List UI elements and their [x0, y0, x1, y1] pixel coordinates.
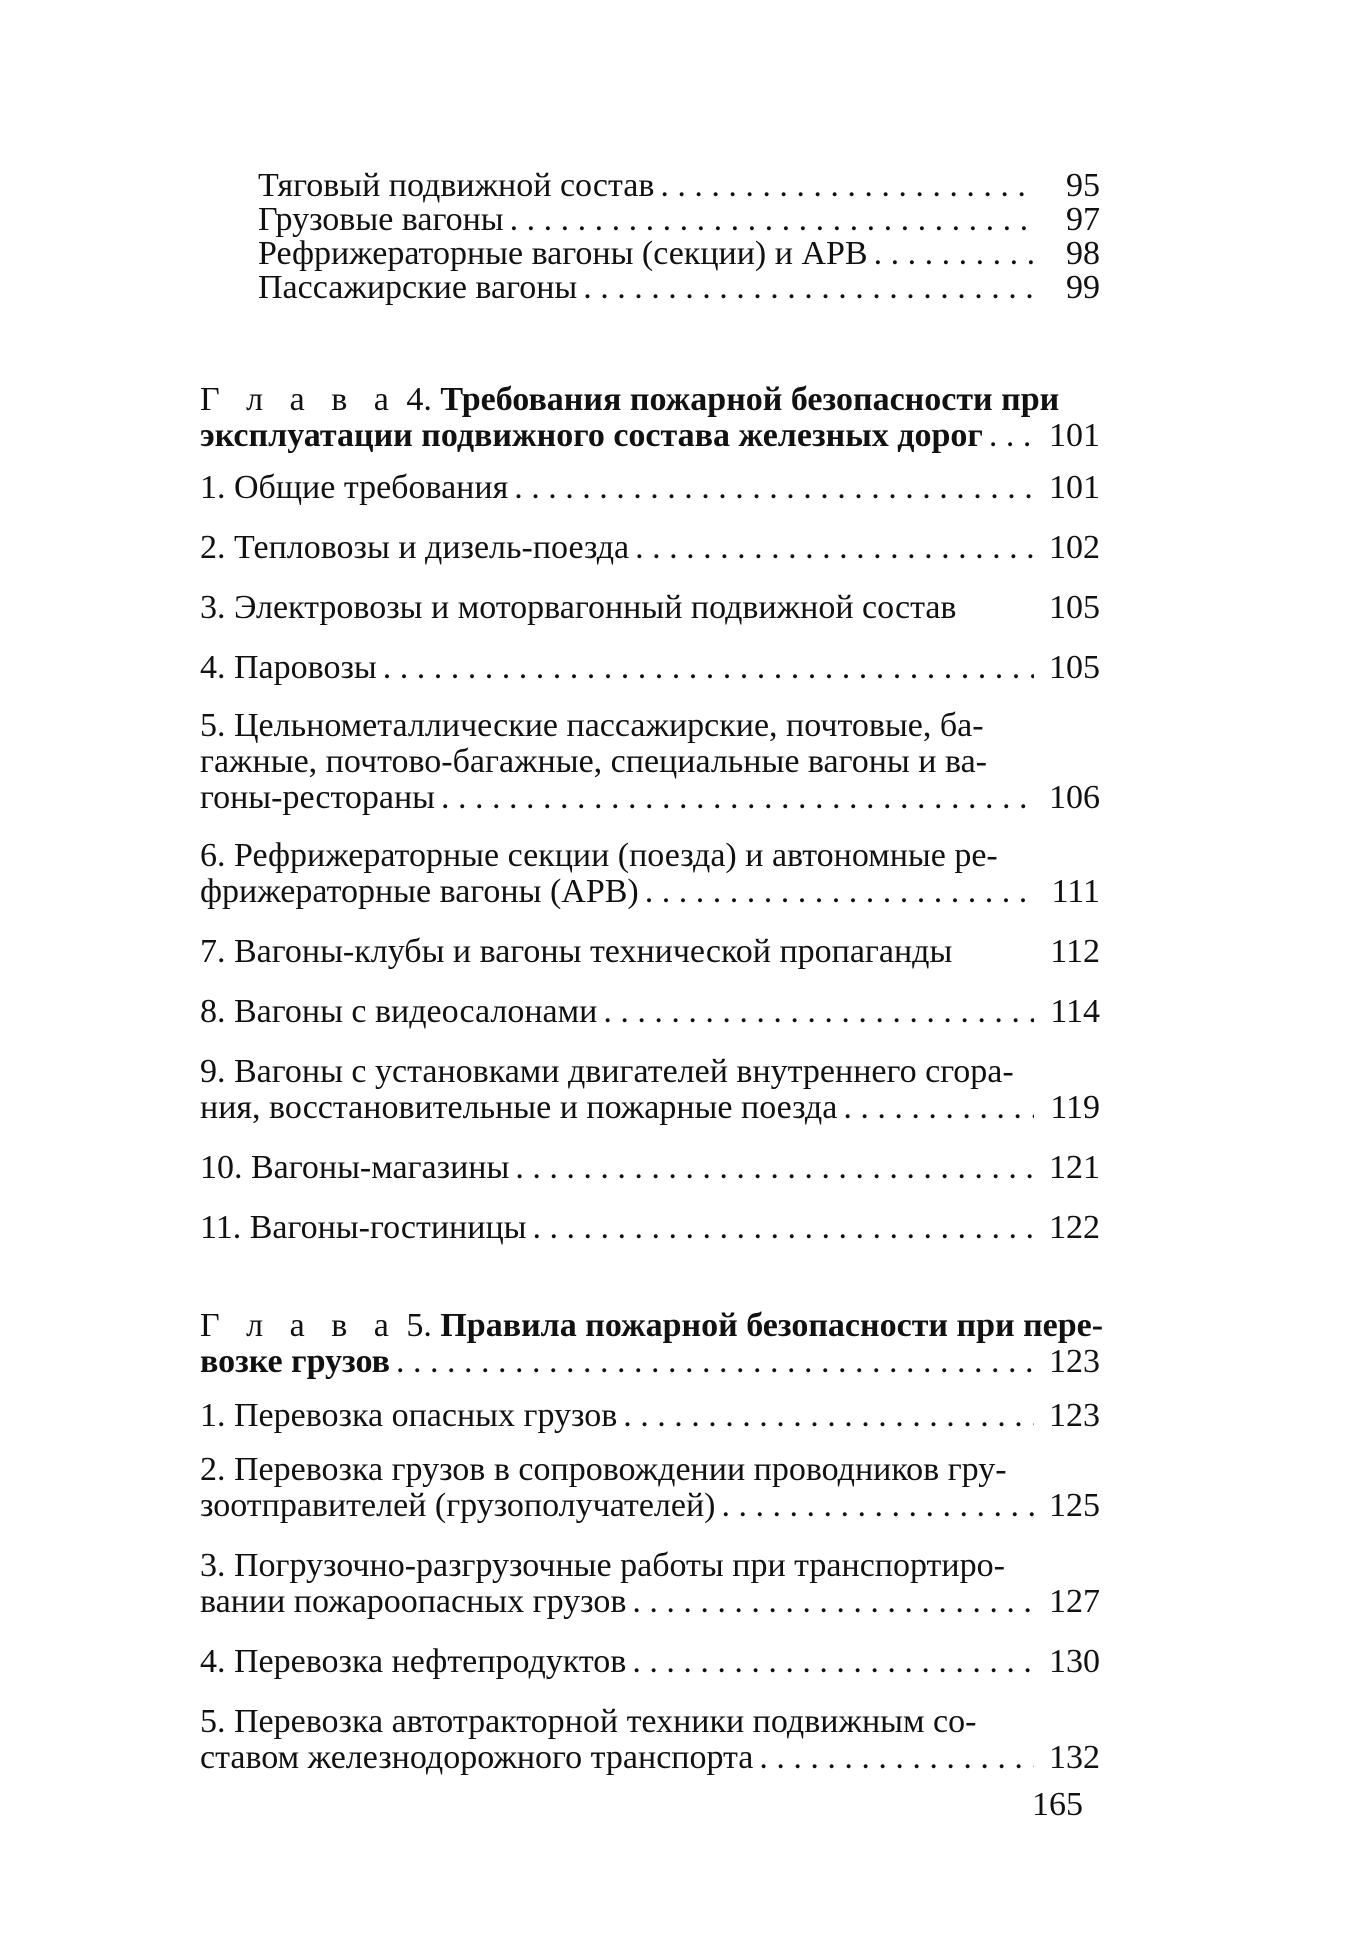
dot-leader: [632, 1644, 1034, 1680]
toc-entry-title: Грузовые вагоны: [258, 201, 504, 238]
chapter-page: 101: [1049, 417, 1100, 454]
toc-entry-page: 123: [1049, 1397, 1100, 1434]
toc-entry-page: 99: [1066, 269, 1100, 306]
chapter-page: 123: [1049, 1343, 1100, 1380]
toc-entry: [200, 780, 1100, 816]
chapter-title-line: эксплуатации подвижного состава железных дорог: [200, 417, 983, 454]
toc-entry-page: 130: [1049, 1643, 1100, 1680]
toc-entry-title: Тяговый подвижной состав: [258, 167, 655, 204]
toc-entry-page: 105: [1049, 649, 1100, 686]
toc-entry: [200, 1210, 1100, 1246]
toc-entry-title: 1. Перевозка опасных грузов: [200, 1397, 618, 1434]
toc-entry-page: 121: [1049, 1149, 1100, 1186]
toc-entry-title: 10. Вагоны-магазины: [200, 1149, 510, 1186]
dot-leader: [583, 270, 1034, 306]
dot-leader: [635, 530, 1034, 566]
toc-entry-title: 7. Вагоны-клубы и вагоны технической пропаганды: [200, 933, 953, 970]
dot-leader: [660, 168, 1034, 204]
chapter-title-line: возке грузов: [200, 1343, 391, 1380]
toc-entry-page: 95: [1066, 167, 1100, 204]
toc-entry-line: 9. Вагоны с установками двигателей внутреннего сгора-: [200, 1053, 1014, 1090]
toc-entry-page: 122: [1049, 1209, 1100, 1246]
toc-entry-title: зоотправителей (грузополучателей): [200, 1487, 716, 1524]
toc-entry: [200, 1644, 1100, 1680]
dot-leader: [989, 418, 1034, 454]
chapter-label: Г л а в а: [200, 381, 398, 418]
toc-entry-page: 111: [1051, 873, 1100, 910]
dot-leader: [874, 236, 1034, 272]
toc-entry-title: 4. Паровозы: [200, 649, 377, 686]
toc-entry-page: 98: [1066, 235, 1100, 272]
toc-entry-page: 119: [1050, 1089, 1100, 1126]
toc-entry: [258, 202, 1100, 238]
toc-entry-page: 127: [1049, 1583, 1100, 1620]
toc-entry: [258, 236, 1100, 272]
toc-entry-page: 132: [1049, 1739, 1100, 1776]
toc-entry-title: 1. Общие требования: [200, 469, 509, 506]
toc-entry: [200, 874, 1100, 910]
dot-leader: [721, 1488, 1034, 1524]
toc-entry-line: 5. Перевозка автотракторной техники подвижным со-: [200, 1703, 977, 1740]
toc-entry-line: 2. Перевозка грузов в сопровождении проводников гру-: [200, 1451, 1007, 1488]
toc-entry-title: гоны-рестораны: [200, 779, 436, 816]
dot-leader: [383, 650, 1034, 686]
toc-entry: [200, 530, 1100, 566]
chapter-heading: [200, 1307, 1104, 1344]
toc-entry: [200, 994, 1100, 1030]
dot-leader: [623, 1398, 1034, 1434]
toc-entry-title: ставом железнодорожного транспорта: [200, 1739, 754, 1776]
chapter-heading: [200, 382, 1100, 418]
toc-entry-title: вании пожароопасных грузов: [200, 1583, 627, 1620]
toc-entry-title: 4. Перевозка нефтепродуктов: [200, 1643, 627, 1680]
toc-entry: [200, 470, 1100, 506]
toc-entry-line: 6. Рефрижераторные секции (поезда) и автономные ре-: [200, 837, 998, 874]
toc-entry-line: 5. Цельнометаллические пассажирские, почтовые, ба-: [200, 707, 984, 744]
toc-entry-line: гажные, почтово-багажные, специальные вагоны и ва-: [200, 743, 987, 780]
dot-leader: [514, 470, 1034, 506]
toc-entry: [200, 1488, 1100, 1524]
toc-entry: [200, 1150, 1100, 1186]
toc-entry-page: 102: [1049, 529, 1100, 566]
page-number: 165: [1032, 1786, 1083, 1823]
dot-leader: [759, 1740, 1034, 1776]
dot-leader: [533, 1210, 1035, 1246]
chapter-title-line: Правила пожарной безопасности при пере-: [440, 1307, 1104, 1344]
dot-leader: [843, 1090, 1034, 1126]
toc-entry: [200, 1090, 1100, 1126]
dot-leader: [510, 202, 1034, 238]
dot-leader: [515, 1150, 1034, 1186]
toc-entry-title: ния, восстановительные и пожарные поезда: [200, 1089, 838, 1126]
dot-leader: [603, 994, 1034, 1030]
toc-entry-title: Рефрижераторные вагоны (секции) и АРВ: [258, 235, 868, 272]
dot-leader: [645, 874, 1034, 910]
toc-entry-title: Пассажирские вагоны: [258, 269, 578, 306]
toc-entry-title: 3. Электровозы и моторвагонный подвижной состав: [200, 589, 957, 626]
toc-entry: [200, 1740, 1100, 1776]
chapter-title-line: Требования пожарной безопасности при: [440, 381, 1060, 418]
toc-entry-line: 3. Погрузочно-разгрузочные работы при транспортиро-: [200, 1547, 1005, 1584]
toc-entry-page: 114: [1050, 993, 1100, 1030]
toc-entry-page: 105: [1049, 589, 1100, 626]
dot-leader: [396, 1344, 1034, 1380]
toc-entry: [200, 650, 1100, 686]
chapter-number: 4.: [406, 381, 432, 418]
dot-leader: [632, 1584, 1034, 1620]
toc-entry: [258, 168, 1100, 204]
toc-entry-title: фрижераторные вагоны (АРВ): [200, 873, 639, 910]
toc-entry-page: 125: [1049, 1487, 1100, 1524]
toc-entry-title: 2. Тепловозы и дизель-поезда: [200, 529, 630, 566]
chapter-heading-line: [200, 418, 1100, 454]
chapter-label: Г л а в а: [200, 1307, 398, 1344]
toc-entry: [258, 270, 1100, 306]
toc-entry-page: 97: [1066, 201, 1100, 238]
chapter-heading-line: [200, 1344, 1100, 1380]
toc-entry-title: 11. Вагоны-гостиницы: [200, 1209, 527, 1246]
toc-entry: [200, 590, 1100, 626]
toc-entry: [200, 934, 1100, 970]
dot-leader: [441, 780, 1034, 816]
toc-entry-page: 112: [1050, 933, 1100, 970]
toc-entry-page: 106: [1049, 779, 1100, 816]
toc-entry: [200, 1398, 1100, 1434]
toc-entry: [200, 1584, 1100, 1620]
toc-entry-page: 101: [1049, 469, 1100, 506]
toc-entry-title: 8. Вагоны с видеосалонами: [200, 993, 598, 1030]
chapter-number: 5.: [406, 1307, 432, 1344]
